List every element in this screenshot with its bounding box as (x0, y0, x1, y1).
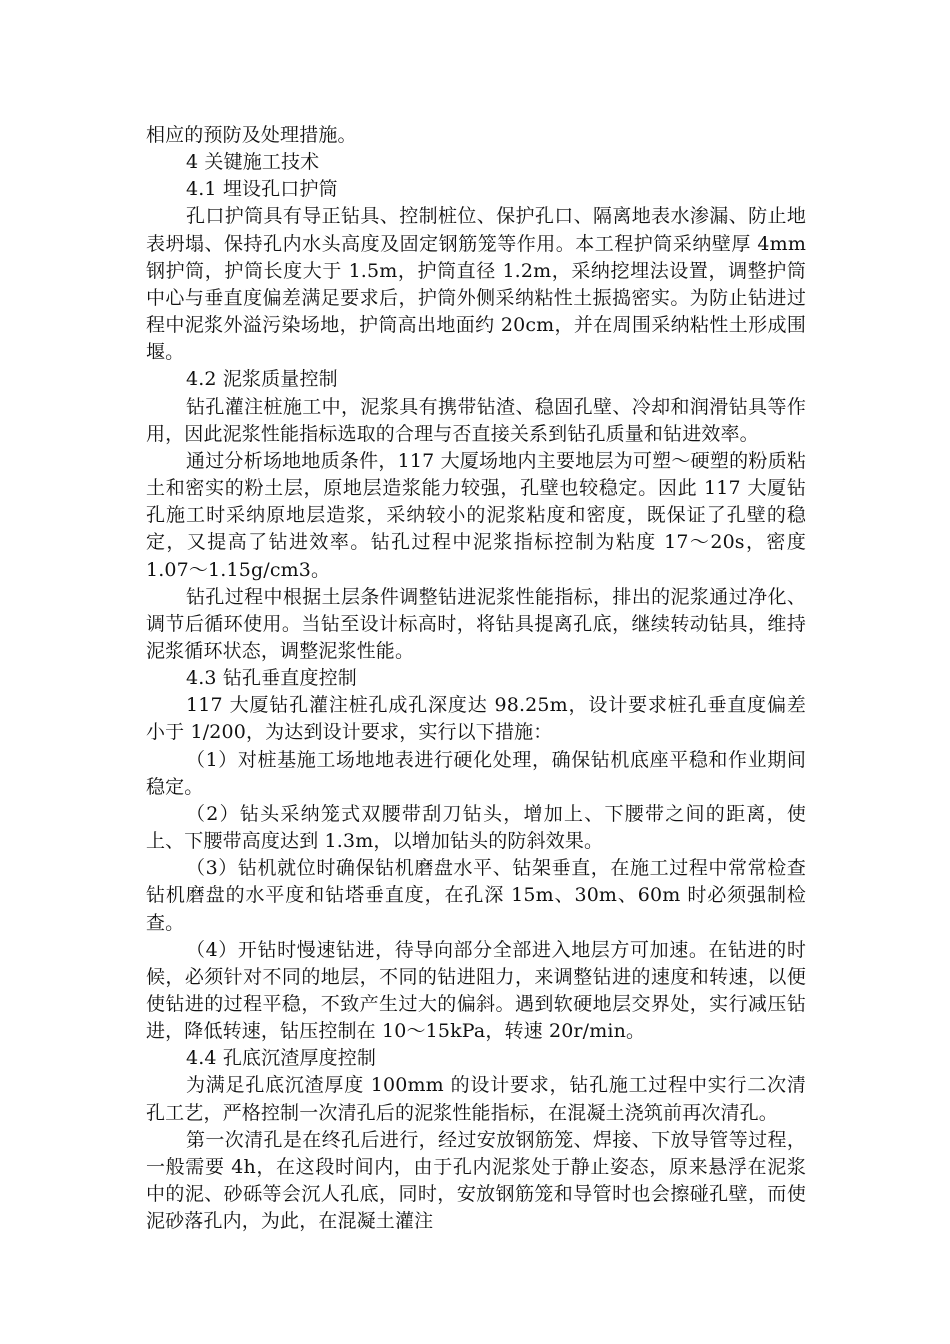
section-heading-4: 4 关键施工技术 (186, 151, 320, 174)
document-body (146, 122, 806, 1235)
section-heading-4-4: 4.4 孔底沉渣厚度控制 (186, 1047, 377, 1070)
list-item-measure-3: （3）钻机就位时确保钻机磨盘水平、钻架垂直，在施工过程中常常检查钻机磨盘的水平度和钻塔垂直度，在孔深 15m、30m、60m 时必须强制检查。 (146, 857, 806, 934)
list-item-measure-1: （1）对桩基施工场地地表进行硬化处理，确保钻机底座平稳和作业期间稳定。 (146, 748, 806, 798)
section-heading-4-2: 4.2 泥浆质量控制 (186, 368, 338, 391)
paragraph-intro-tail: 相应的预防及处理措施。 (146, 124, 357, 146)
paragraph-mud-role: 钻孔灌注桩施工中，泥浆具有携带钻渣、稳固孔壁、冷却和润滑钻具等作用，因此泥浆性能指标选取的合理与否直接关系到钻孔质量和钻进效率。 (146, 395, 806, 445)
paragraph-sediment-requirement: 为满足孔底沉渣厚度 100mm 的设计要求，钻孔施工过程中实行二次清孔工艺，严格控制一次清孔后的泥浆性能指标，在混凝土浇筑前再次清孔。 (146, 1074, 806, 1124)
section-heading-4-1: 4.1 埋设孔口护筒 (186, 178, 338, 201)
paragraph-verticality: 117 大厦钻孔灌注桩孔成孔深度达 98.25m，设计要求桩孔垂直度偏差小于 1/200，为达到设计要求，实行以下措施： (146, 694, 806, 744)
paragraph-mud-geology: 通过分析场地地质条件，117 大厦场地内主要地层为可塑～硬塑的粉质粘土和密实的粉土层，原地层造浆能力较强，孔壁也较稳定。因此 117 大厦钻孔施工时采纳原地层造浆，采纳较小的泥浆粘度和密度，既保证了孔壁的稳定，又提高了钻进效率。钻孔过程中泥浆指标控制为粘度 17～20s，密度 1.07～1.15g/cm3。 (146, 449, 806, 581)
paragraph-mud-recycle: 钻孔过程中根据土层条件调整钻进泥浆性能指标，排出的泥浆通过净化、调节后循环使用。当钻至设计标高时，将钻具提离孔底，继续转动钻具，维持泥浆循环状态，调整泥浆性能。 (146, 585, 806, 662)
list-item-measure-2: （2）钻头采纳笼式双腰带刮刀钻头，增加上、下腰带之间的距离，使上、下腰带高度达到 1.3m，以增加钻头的防斜效果。 (146, 802, 806, 853)
list-item-measure-4: （4）开钻时慢速钻进，待导向部分全部进入地层方可加速。在钻进的时候，必须针对不同的地层，不同的钻进阻力，来调整钻进的速度和转速，以便使钻进的过程平稳，不致产生过大的偏斜。遇到软硬地层交界处，实行减压钻进，降低转速，钻压控制在 10～15kPa，转速 20r/min。 (146, 938, 806, 1043)
section-heading-4-3: 4.3 钻孔垂直度控制 (186, 667, 357, 690)
paragraph-casing: 孔口护筒具有导正钻具、控制桩位、保护孔口、隔离地表水渗漏、防止地表坍塌、保持孔内水头高度及固定钢筋笼等作用。本工程护筒采纳壁厚 4mm 钢护筒，护筒长度大于 1.5m，护筒直径 1.2m，采纳挖埋法设置，调整护筒中心与垂直度偏差满足要求后，护筒外侧采纳粘性土振捣密实。为防止钻进过程中泥浆外溢污染场地，护筒高出地面约 20cm，并在周围采纳粘性土形成围堰。 (146, 205, 806, 364)
paragraph-first-cleaning: 第一次清孔是在终孔后进行，经过安放钢筋笼、焊接、下放导管等过程，一般需要 4h，在这段时间内，由于孔内泥浆处于静止姿态，原来悬浮在泥浆中的泥、砂砾等会沉人孔底，同时，安放钢筋笼和导管时也会擦碰孔壁，而使泥砂落孔内，为此，在混凝土灌注 (146, 1128, 806, 1233)
